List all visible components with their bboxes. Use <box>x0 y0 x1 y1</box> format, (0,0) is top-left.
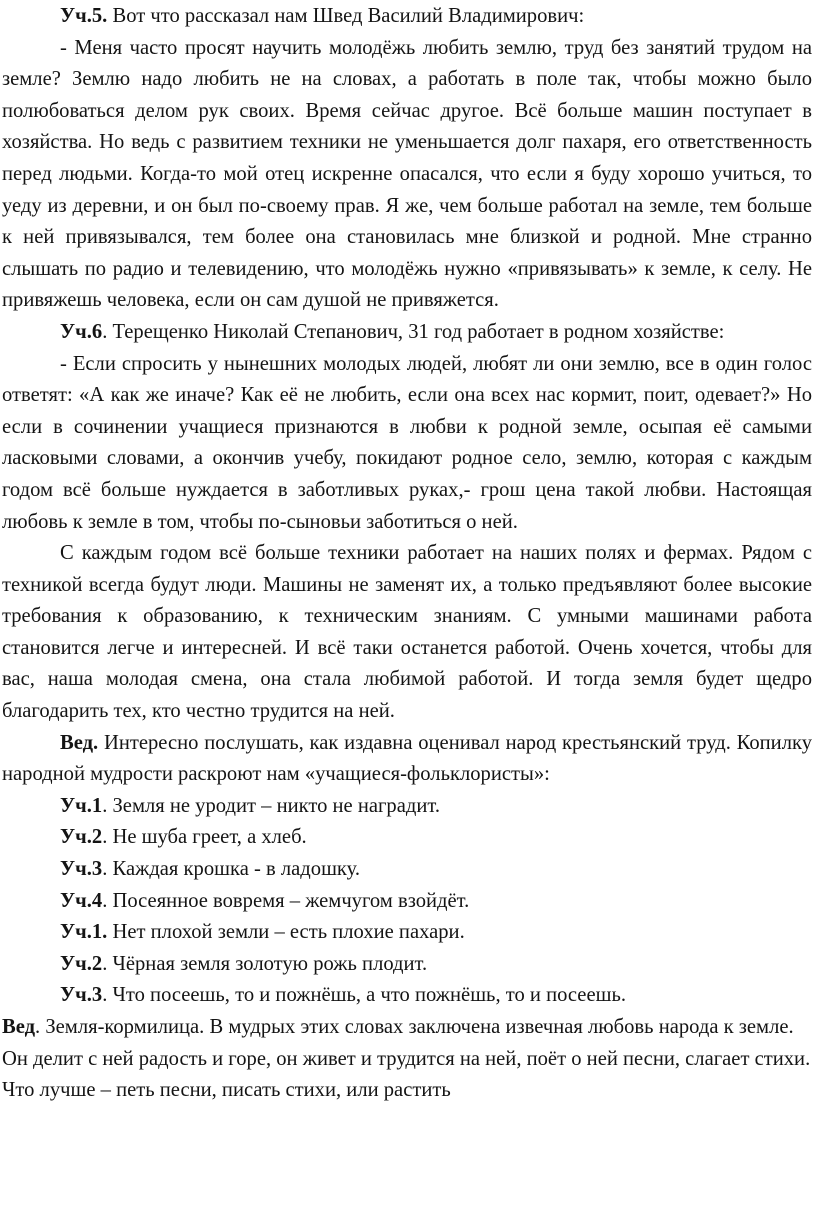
paragraph-text: - Меня часто просят научить молодёжь любить землю, труд без занятий трудом на земле? Землю надо любить не на словах, а работать в поле так, чтобы можно было полюбоваться делом рук своих. Время сейчас другое. Всё больше машин поступает в хозяйства. Но ведь с развитием техники не уменьшается долг пахаря, его ответственность перед людьми. Когда-то мой отец искренне опасался, что если я буду хорошо учиться, то уеду из деревни, и он был по-своему прав. Я же, чем больше работал на земле, тем больше к ней привязывался, тем более она становилась мне близкой и родной. Мне странно слышать по радио и телевидению, что молодёжь нужно «привязывать» к земле, к селу. Не привяжешь человека, если он сам душой не привяжется. <box>2 36 812 312</box>
document-body <box>2 0 812 1107</box>
paragraph-speech-intro <box>2 317 812 349</box>
proverb-line <box>2 822 812 854</box>
speaker-label: Уч.3 <box>60 984 103 1007</box>
proverb-line <box>2 980 812 1012</box>
proverb-text: Каждая крошка - в ладошку. <box>112 858 361 881</box>
paragraph-text: Терещенко Николай Степанович, 31 год работает в родном хозяйстве: <box>112 320 725 343</box>
speaker-label: Уч.2 <box>60 826 103 849</box>
proverb-text: Что посеешь, то и пожнёшь, а что пожнёшь, то и посеешь. <box>112 984 626 1007</box>
speaker-label: Вед. <box>60 731 99 754</box>
paragraph-text: Интересно послушать, как издавна оценивал народ крестьянский труд. Копилку народной мудрости раскроют нам «учащиеся-фольклористы»: <box>2 731 812 786</box>
separator: . <box>35 1016 46 1038</box>
proverb-line <box>2 949 812 981</box>
paragraph-text: С каждым годом всё больше техники работает на наших полях и фермах. Рядом с техникой всегда будут люди. Машины не заменят их, а только предъявляют более высокие требования к образованию, к техническим знаниям. С умными машинами работа становится легче и интересней. И всё таки останется работой. Очень хочется, чтобы для вас, наша молодая смена, она стала любимой работой. И тогда земля будет щедро благодарить тех, кто честно трудится на ней. <box>2 542 812 723</box>
speaker-label: Вед <box>2 1016 36 1038</box>
proverb-text: Чёрная земля золотую рожь плодит. <box>112 952 428 975</box>
paragraph-speech <box>2 33 812 317</box>
paragraph-host-final <box>2 1012 812 1107</box>
speaker-label: Уч.6 <box>60 320 103 343</box>
speaker-label: Уч.4 <box>60 889 103 912</box>
paragraph-host <box>2 728 812 791</box>
speaker-label: Уч.1 <box>60 794 103 817</box>
paragraph-text: - Если спросить у нынешних молодых людей, любят ли они землю, все в один голос ответят: «А как же иначе? Как её не любить, если она всех нас кормит, поит, одевает?» Но если в сочинении учащиеся признаются в любви к родной земле, осыпая её самыми ласковыми словами, а окончив учебу, покидают родное село, землю, которая с каждым годом всё больше нуждается в заботливых руках,- грош цена такой любви. Настоящая любовь к земле в том, чтобы по-сыновьи заботиться о ней. <box>2 352 812 533</box>
proverb-line <box>2 917 812 949</box>
proverb-line <box>2 886 812 918</box>
paragraph-text: Вот что рассказал нам Швед Василий Владимирович: <box>112 5 585 27</box>
separator: . <box>102 889 113 912</box>
proverb-line <box>2 854 812 886</box>
paragraph-text: Земля-кормилица. В мудрых этих словах заключена извечная любовь народа к земле. Он делит с ней радость и горе, он живет и трудится на ней, поёт о ней песни, слагает стихи. Что лучше – петь песни, писать стихи, или растить <box>2 1016 811 1102</box>
proverb-text: Нет плохой земли – есть плохие пахари. <box>112 921 465 944</box>
proverb-text: Земля не уродит – никто не наградит. <box>112 794 440 817</box>
speaker-label: Уч.3 <box>60 858 103 881</box>
separator: . <box>102 320 113 343</box>
separator: . <box>102 794 113 817</box>
paragraph-speech <box>2 349 812 539</box>
paragraph-speech-intro <box>2 1 812 33</box>
proverb-text: Не шуба греет, а хлеб. <box>112 826 307 849</box>
speaker-label: Уч.5. <box>60 5 108 27</box>
proverb-text: Посеянное вовремя – жемчугом взойдёт. <box>112 889 470 912</box>
speaker-label: Уч.1. <box>60 921 108 944</box>
separator: . <box>102 826 113 849</box>
speaker-label: Уч.2 <box>60 952 103 975</box>
proverb-line <box>2 791 812 823</box>
paragraph-narration <box>2 538 812 728</box>
separator: . <box>102 952 113 975</box>
separator: . <box>102 858 113 881</box>
separator: . <box>102 984 113 1007</box>
